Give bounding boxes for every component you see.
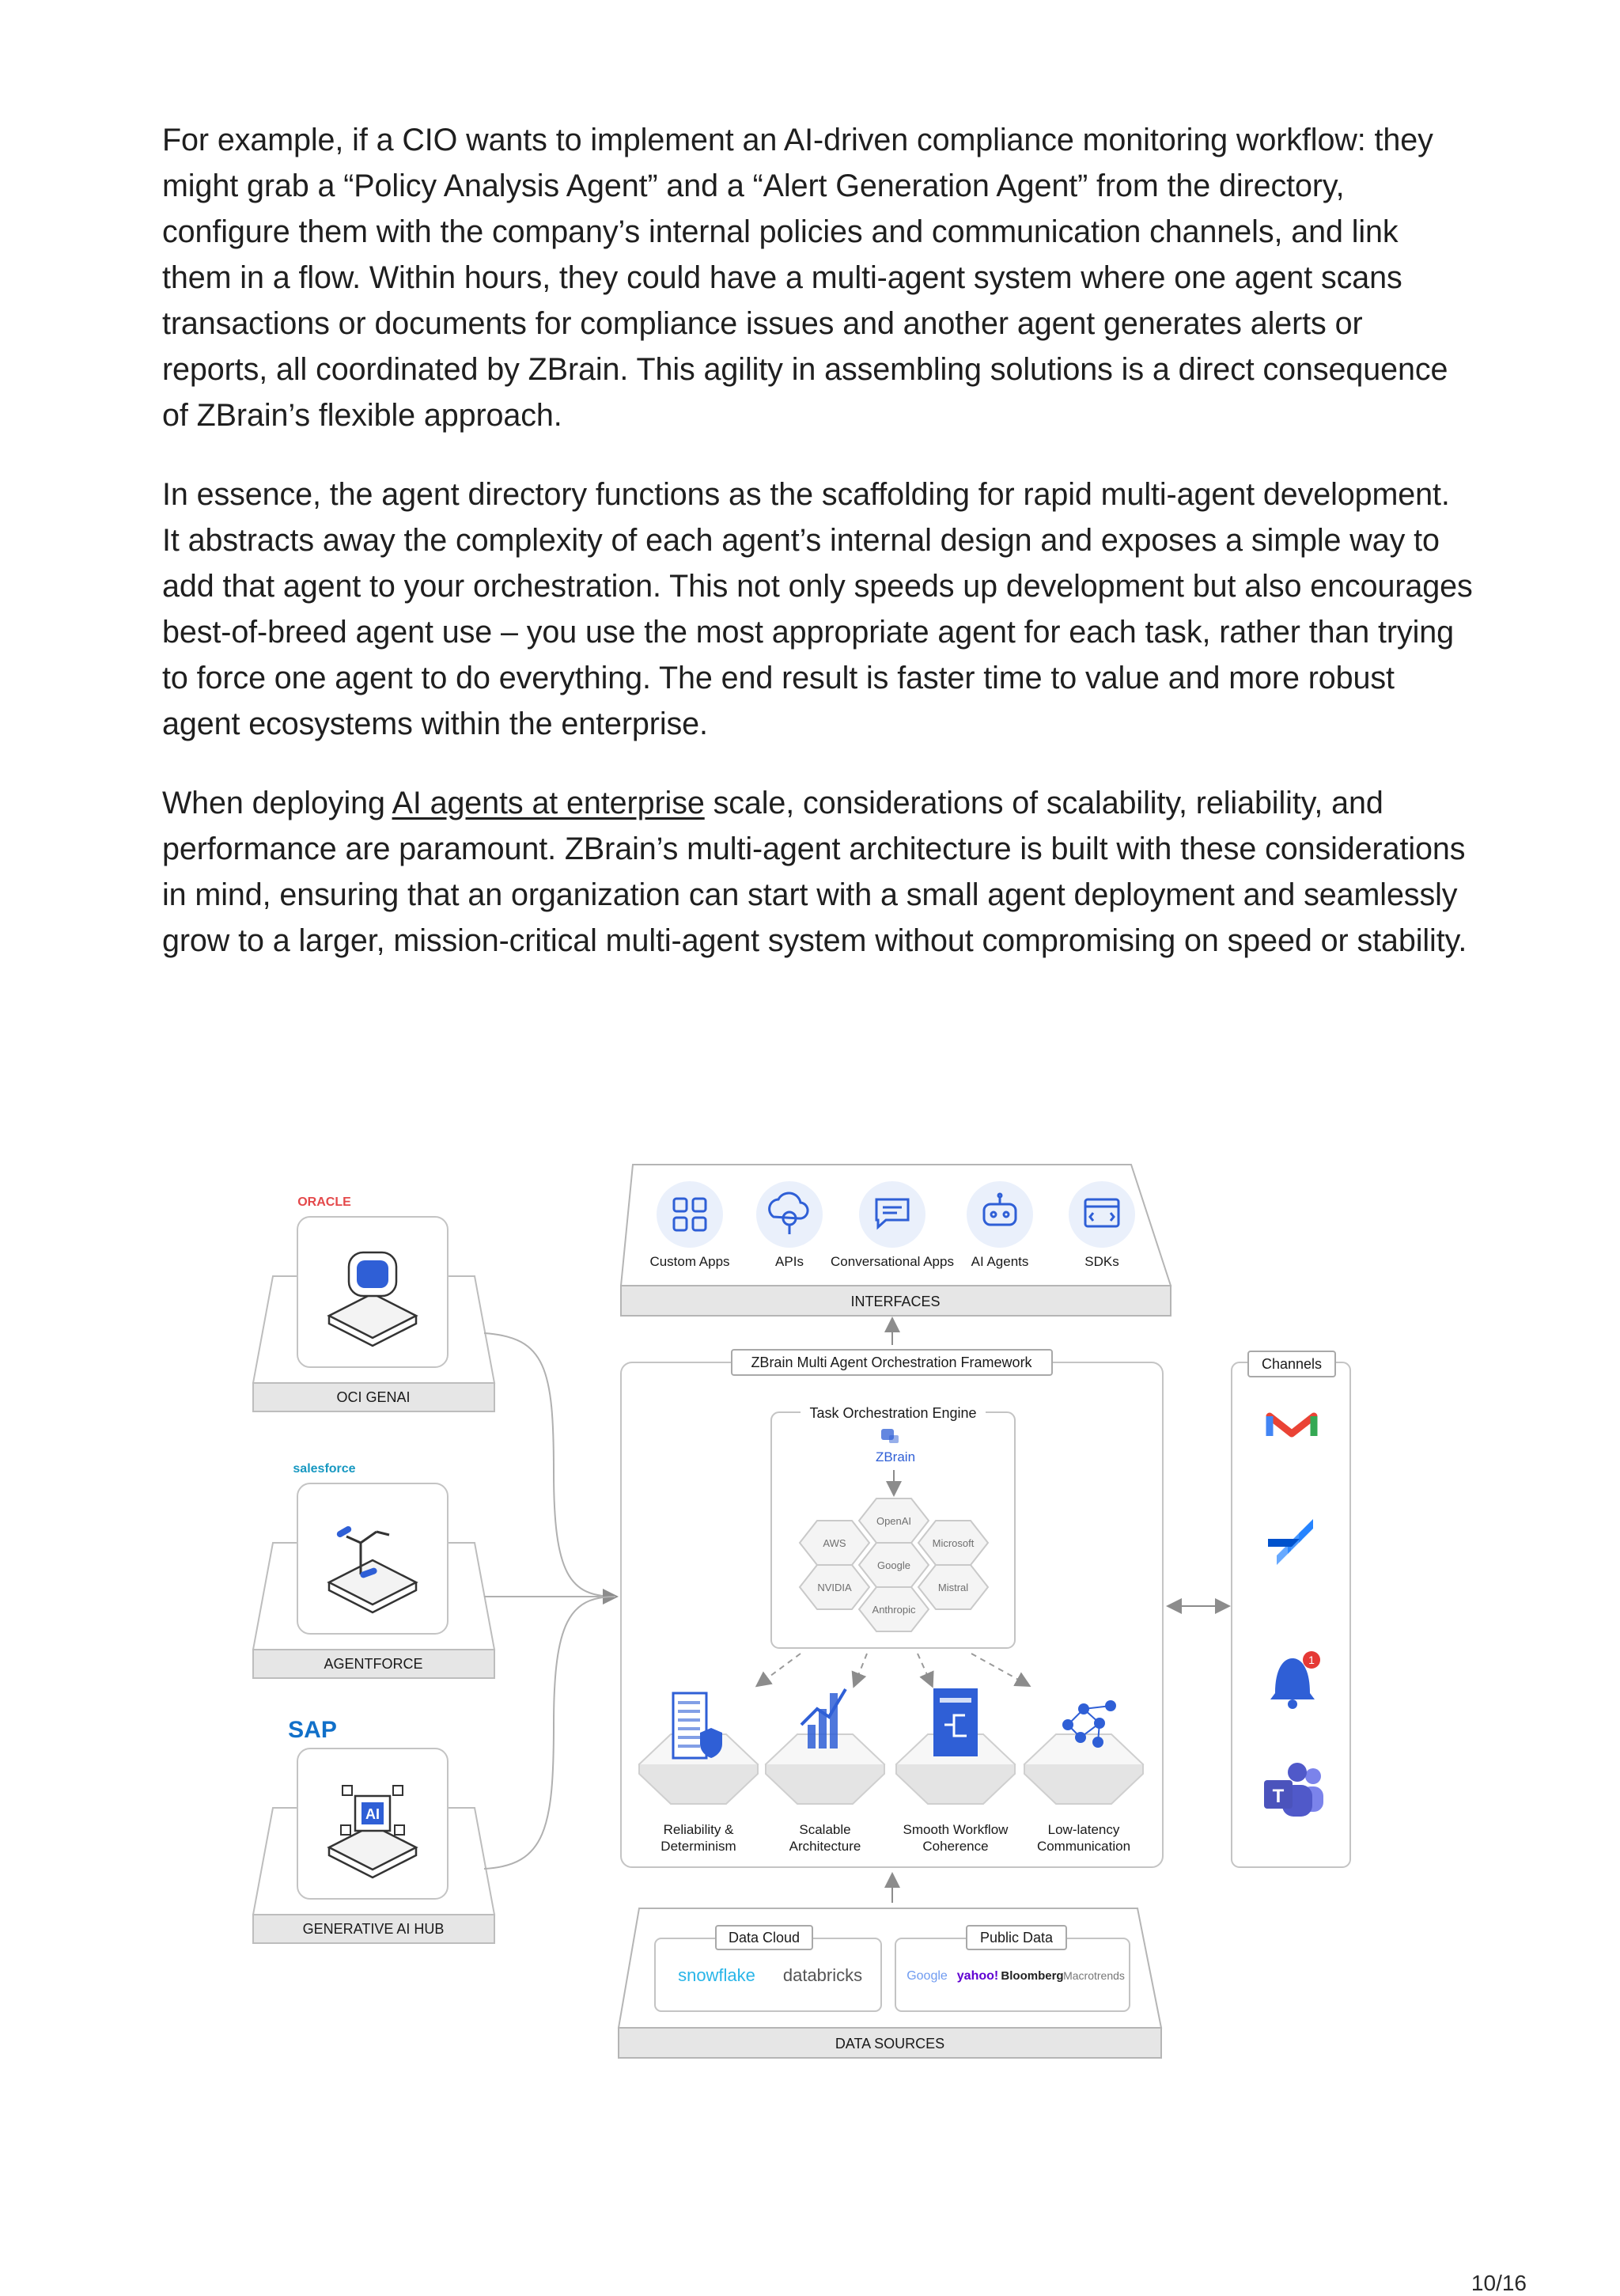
workflow-panel-icon bbox=[933, 1688, 978, 1756]
orchestration-framework bbox=[621, 1350, 1163, 1867]
public-data-label: Public Data bbox=[979, 1930, 1054, 1946]
llm-provider-label: NVIDIA bbox=[817, 1582, 852, 1593]
yahoo-logo: yahoo! bbox=[956, 1969, 999, 1983]
llm-provider-label: Mistral bbox=[937, 1582, 969, 1593]
capability-label-line1: Scalable bbox=[799, 1822, 851, 1837]
sdks-label: SDKs bbox=[1084, 1254, 1119, 1269]
vendor-logo: ORACLE bbox=[297, 1195, 351, 1209]
apis-label: APIs bbox=[775, 1254, 804, 1269]
channels-title: Channels bbox=[1261, 1356, 1323, 1372]
capability-label-line2: Architecture bbox=[789, 1839, 861, 1854]
engine-label: Task Orchestration Engine bbox=[809, 1405, 977, 1421]
llm-provider-label: Anthropic bbox=[872, 1604, 916, 1616]
capability-label-line2: Communication bbox=[1036, 1839, 1131, 1854]
zbrain-logo-text: ZBrain bbox=[875, 1449, 916, 1464]
capability-label-line1: Low-latency bbox=[1047, 1822, 1120, 1837]
llm-provider-label: OpenAI bbox=[876, 1515, 912, 1527]
data-sources-title: DATA SOURCES bbox=[835, 2036, 945, 2052]
capability-label-line1: Smooth Workflow bbox=[903, 1822, 1009, 1837]
capability-label-line1: Reliability & bbox=[663, 1822, 734, 1837]
llm-provider-label: Microsoft bbox=[932, 1537, 975, 1549]
paragraph-scalability-start: When deploying bbox=[162, 786, 392, 820]
teams-letter: T bbox=[1272, 1786, 1285, 1807]
capability-label-line2: Determinism bbox=[660, 1839, 736, 1854]
databricks-logo: databricks bbox=[782, 1965, 863, 1985]
platform-label: OCI GENAI bbox=[336, 1389, 411, 1405]
notification-badge: 1 bbox=[1308, 1654, 1315, 1666]
ai-agents-label: AI Agents bbox=[971, 1254, 1029, 1269]
custom-apps-label: Custom Apps bbox=[649, 1254, 730, 1269]
ai-agents-enterprise-link[interactable]: AI agents at enterprise bbox=[392, 786, 705, 820]
paragraph-agent-directory: In essence, the agent directory functions as the scaffolding for rapid multi-agent development. It abstracts away the complexity of each agent’s internal design and exposes a simple way to add that agent to your orchestration. This not only speeds up development but also encourages best-of-breed agent use – you use the most appropriate agent for each task, rather than trying to force one agent to do everything. The end result is faster time to value and more robust agent ecosystems within the enterprise. bbox=[162, 477, 1473, 741]
capability-label-line2: Coherence bbox=[922, 1839, 989, 1854]
data-cloud-label: Data Cloud bbox=[728, 1930, 801, 1946]
paragraph-compliance-example: For example, if a CIO wants to implement an AI-driven compliance monitoring workflow: they might grab a “Policy Analysis Agent” and a “Alert Generation Agent” from the directory, configure them with the company’s internal policies and communication channels, and link them in a flow. Within hours, they could have a multi-agent system where one agent scans transactions or documents for compliance issues and another agent generates alerts or reports, all coordinated by ZBrain. This agility in assembling solutions is a direct consequence of ZBrain’s flexible approach. bbox=[162, 123, 1448, 433]
vendor-logo: SAP bbox=[288, 1717, 337, 1743]
connector-oci bbox=[484, 1333, 615, 1597]
llm-provider-label: AWS bbox=[823, 1537, 846, 1549]
llm-provider-label: Google bbox=[877, 1559, 910, 1571]
platform-card bbox=[253, 1717, 494, 1943]
bloomberg-logo: Bloomberg bbox=[1001, 1969, 1064, 1983]
macrotrends-logo: Macrotrends bbox=[1063, 1969, 1125, 1982]
data-sources-panel bbox=[619, 1908, 1161, 2058]
ai-letters: AI bbox=[365, 1806, 380, 1822]
interfaces-title: INTERFACES bbox=[850, 1294, 941, 1309]
paragraph-scalability-end: scale, considerations of scalability, reliability, and performance are paramount. ZBrain’s multi-agent architecture is built with these considerations in mind, ensuring that an organization can start with a small agent deployment and seamlessly grow to a larger, mission-critical multi-agent system without compromising on speed or stability. bbox=[162, 786, 1467, 958]
snowflake-logo: snowflake bbox=[678, 1965, 755, 1985]
conversational-apps-label: Conversational Apps bbox=[831, 1254, 954, 1269]
framework-label: ZBrain Multi Agent Orchestration Framework bbox=[751, 1354, 1032, 1370]
platform-connectors bbox=[484, 1333, 615, 1869]
platform-card bbox=[253, 1462, 494, 1678]
platform-card bbox=[253, 1195, 494, 1411]
platform-column bbox=[253, 1195, 494, 1943]
vendor-logo: salesforce bbox=[293, 1462, 356, 1476]
platform-label: GENERATIVE AI HUB bbox=[302, 1921, 445, 1937]
page-number: 10/16 bbox=[1470, 2271, 1527, 2295]
connector-sap bbox=[484, 1597, 615, 1869]
channels-panel bbox=[1232, 1351, 1350, 1867]
interfaces-panel bbox=[621, 1165, 1171, 1316]
platform-label: AGENTFORCE bbox=[324, 1656, 423, 1672]
google-logo: Google bbox=[907, 1969, 948, 1983]
ai-agents-item bbox=[967, 1181, 1033, 1269]
